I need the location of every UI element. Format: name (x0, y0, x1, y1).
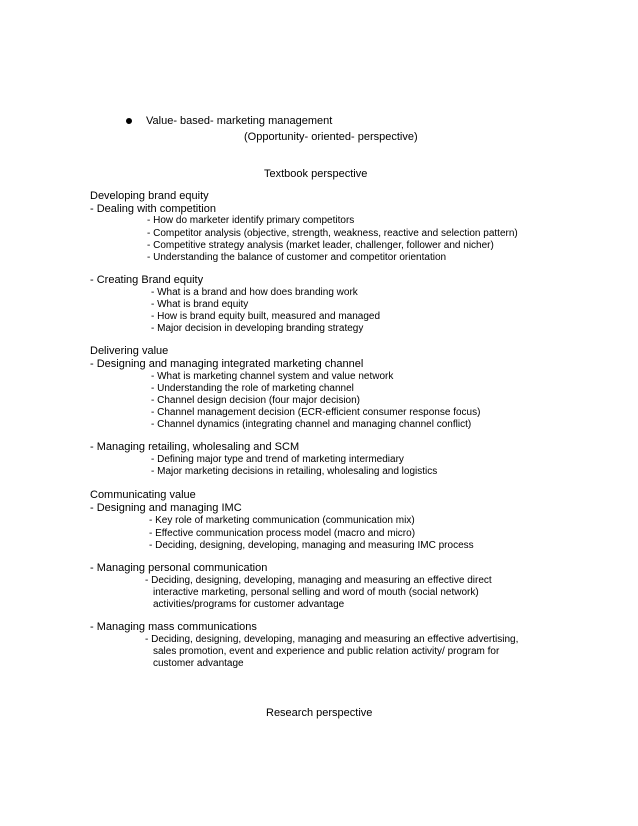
channel-label: - Designing and managing integrated marketing channel (90, 358, 364, 370)
list-item: - Understanding the role of marketing channel (151, 383, 354, 394)
list-item: - What is a brand and how does branding work (151, 287, 358, 298)
list-item: - Deciding, designing, developing, managing and measuring an effective direct (145, 575, 492, 586)
list-item: - What is brand equity (151, 299, 249, 310)
list-item: - Competitive strategy analysis (market leader, challenger, follower and nicher) (147, 240, 494, 251)
list-item: customer advantage (153, 658, 244, 669)
intro-subtitle: (Opportunity- oriented- perspective) (244, 131, 418, 143)
retailing-label: - Managing retailing, wholesaling and SCM (90, 441, 300, 453)
list-item: - Channel design decision (four major decision) (151, 395, 360, 406)
delivering-heading: Delivering value (90, 345, 169, 357)
list-item: - How do marketer identify primary competitors (147, 215, 355, 226)
list-item: - Channel management decision (ECR-efficient consumer response focus) (151, 407, 481, 418)
list-item: - Major marketing decisions in retailing, wholesaling and logistics (151, 466, 438, 477)
list-item: - Key role of marketing communication (communication mix) (149, 515, 415, 526)
research-heading: Research perspective (266, 707, 373, 719)
list-item: - Defining major type and trend of marketing intermediary (151, 454, 404, 465)
developing-heading: Developing brand equity (90, 190, 209, 202)
mass-label: - Managing mass communications (90, 621, 257, 633)
list-item: - Competitor analysis (objective, strength, weakness, reactive and selection pattern) (147, 228, 518, 239)
list-item: - Major decision in developing branding strategy (151, 323, 364, 334)
imc-label: - Designing and managing IMC (90, 502, 242, 514)
list-item: activities/programs for customer advantage (153, 599, 345, 610)
communicating-heading: Communicating value (90, 489, 196, 501)
competition-label: - Dealing with competition (90, 203, 216, 215)
intro-bullet-text: Value- based- marketing management (146, 115, 333, 127)
list-item: sales promotion, event and experience and public relation activity/ program for (153, 646, 500, 657)
bullet-dot-icon (126, 118, 132, 124)
brand-equity-label: - Creating Brand equity (90, 274, 204, 286)
personal-label: - Managing personal communication (90, 562, 268, 574)
list-item: - Deciding, designing, developing, managing and measuring IMC process (149, 540, 474, 551)
textbook-heading: Textbook perspective (264, 168, 368, 180)
list-item: interactive marketing, personal selling and word of mouth (social network) (153, 587, 479, 598)
list-item: - How is brand equity built, measured and managed (151, 311, 381, 322)
list-item: - Deciding, designing, developing, managing and measuring an effective advertising, (145, 634, 519, 645)
list-item: - Channel dynamics (integrating channel and managing channel conflict) (151, 419, 472, 430)
list-item: - Effective communication process model (macro and micro) (149, 528, 416, 539)
list-item: - What is marketing channel system and value network (151, 371, 394, 382)
list-item: - Understanding the balance of customer and competitor orientation (147, 252, 447, 263)
